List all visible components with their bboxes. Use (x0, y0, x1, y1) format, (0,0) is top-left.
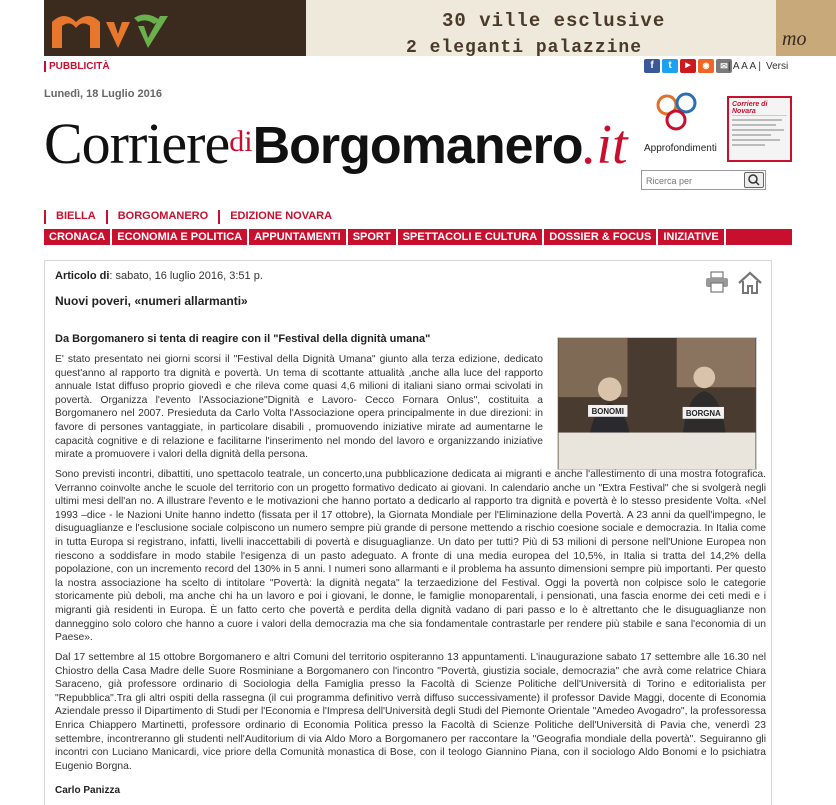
masthead-dot-it: .it (582, 114, 628, 176)
mail-icon[interactable]: ✉ (716, 59, 732, 73)
masthead-borgomanero: Borgomanero (252, 117, 583, 175)
section-nav (44, 229, 792, 245)
article-tools (705, 271, 763, 295)
nav-dossier-focus[interactable]: DOSSIER & FOCUS (544, 229, 658, 245)
nav-economia-politica[interactable]: ECONOMIA E POLITICA (112, 229, 249, 245)
nav-edizione-novara[interactable]: EDIZIONE NOVARA (218, 210, 342, 224)
photo-tag-borgna: BORGNA (685, 408, 721, 418)
ad-logo-icon (50, 8, 170, 52)
newspaper-thumbnail[interactable] (727, 96, 792, 162)
article-paragraph: E' stato presentato nei giorni scorsi il "Festival della Dignità Umana" giunto alla terza edizione, dedicato quest'anno al rapporto tra dignità e povertà. Un tema di scottante attualità ,anche alla luce del rapporto annuale Istat diffuso proprio giovedì e che rileva come quasi 4,6 milioni di italiani siano ormai scivolati in povertà. Organizza l'evento l'Associazione"Dignità e Lavoro- Cecco Fornara Onlus", costituita a Borgomanero nel 2007. Presieduta da Carlo Volta l'Associazione opera principalmente in due direzioni: in favore di persones vantaggiate, in particolare disabili , promuovendo iniziative mirate ad aumentarne le capacità cognitive e di relazione e facilitarne l'inserimento nel mondo del lavoro e organizzando iniziative mirate a promuovere i valori della dignità della persona. (55, 354, 543, 461)
nav-cronaca[interactable]: CRONACA (44, 229, 112, 245)
nav-iniziative[interactable]: INIZIATIVE (658, 229, 725, 245)
ad-corner-text: mo (782, 28, 807, 50)
nav-appuntamenti[interactable]: APPUNTAMENTI (249, 229, 348, 245)
search-button[interactable] (744, 172, 764, 188)
ad-text-panel (306, 0, 776, 56)
article-photo[interactable] (557, 337, 757, 470)
search-icon (745, 173, 763, 187)
approfondimenti-bubble-icon[interactable] (656, 92, 698, 132)
nav-sport[interactable]: SPORT (348, 229, 398, 245)
facebook-icon[interactable]: f (644, 59, 660, 73)
nav-spettacoli-cultura[interactable]: SPETTACOLI E CULTURA (398, 229, 545, 245)
home-icon[interactable] (737, 271, 763, 295)
nav-borgomanero[interactable]: BORGOMANERO (106, 210, 218, 224)
rss-icon[interactable]: ◉ (698, 59, 714, 73)
article-meta-date: : sabato, 16 luglio 2016, 3:51 p. (109, 270, 263, 282)
article-paragraph: Sono previsti incontri, dibattiti, uno spettacolo teatrale, un concerto,una pubblicazione dedicata ai migranti e anche l'allestimento di una mostra fotografica. Verranno coinvolte anche le scuole del territorio con un progetto formativo dedicato ai giovani. In calendario anche un "Extra Festival" che si svolgerà negli ultimi mesi dell'an no. A illustrare l'evento e le motivazioni che hanno portato a dedicarlo al rapporto tra dignità e povertà è lo stesso presidente Volta. «Nel 1993 –dice - le Nazioni Unite hanno indetto (fissata per il 17 ottobre), la Giornata Mondiale per l'Eliminazione della Povertà. A 23 anni da quell'impegno, le disuguaglianze e l'esclusione sociale colpiscono un numero sempre più grande di persone mettendo a rischio coesione sociale e democrazia. In Italia come in tutta Europa si registrano, infatti, livelli inaccettabili di povertà e disuguaglianze. Un dato per tutti? Più di 53 milioni di persone nell'Unione Europea non riescono a soddisfare in modo stabile l'esigenza di un pasto adeguato. A fronte di una media europea del 10,5%, in Italia si tratta del 14,2% della popolazione, con un incremento record del 130% in 5 anni. I numeri sono allarmanti e il problema ha assunto dimensioni sempre più importanti. Per questo la nostra associazione ha scelto di intitolare "Povertà: la dignità negata" la terzaedizione del Festival. Oggi la povertà non colpisce solo le categorie storicamente più deboli, ma anche chi ha un lavoro e poi i giovani, le donne, le famiglie monoparentali, i pensionati, una fascia enorme dei ceti medi e i migranti già residenti in Europa. È un fatto certo che povertà e perdita della dignità vadano di pari passo e lo è altrettanto che le disuguaglianze non danneggino solo coloro che hanno a cuore i valori della democrazia ma che sia fondamentale contrastarle per rendere più stabile e sana l'economia di un Paese». (55, 469, 766, 644)
versions-link[interactable]: Versi (766, 61, 789, 72)
article-subtitle: Da Borgomanero si tenta di reagire con il "Festival della dignità umana" (55, 333, 431, 345)
article-author: Carlo Panizza (55, 785, 121, 796)
approfondimenti-label[interactable]: Approfondimenti (644, 143, 717, 154)
newspaper-thumbnail-header: Corriere di Novara (732, 101, 787, 116)
twitter-icon[interactable]: t (662, 59, 678, 73)
social-icons (644, 59, 732, 73)
ad-line-2: 2 eleganti palazzine (406, 38, 643, 58)
article-paragraph: Dal 17 settembre al 15 ottobre Borgomanero e altri Comuni del territorio ospiteranno 13 appuntamenti. L'inaugurazione sabato 17 settembre alle 16.30 nel Chiostro della Casa Madre delle Suore Rosminiane a Borgomanero con l'incontro "Povertà, giustizia sociale, democrazia" che avrà come relatrice Chiara Saraceno, già professore ordinario di Sociologia della Famiglia presso la Facoltà di Scienze Politiche dell'Università di Torino e editorialista per "Repubblica".Tra gli altri ospiti della rassegna (il cui programma definitivo verrà diffuso successivamente) il professor Davide Maggi, docente di Economia Aziendale presso il Dipartimento di Studi per l'Economia e l'Impresa dell'Università degli Studi del Piemonte Orientale "Amedeo Avogadro", la professoressa Enrica Chiappero Martinetti, professore ordinario di Economia Politica presso la Facoltà di Scienze Politiche dell'Università di Pavia che, venerdì 23 settembre, incontreranno gli studenti nell'Auditorium di via Aldo Moro a Borgomanero per raccontare la "Geografia mondiale della povertà". Seguiranno gli incontri con Luciano Manicardi, vice priore della Comunità monastica di Bose, con il teologo Giannino Piana, con il sociologo Aldo Bonomi e lo psichiatra Eugenio Borgna. (55, 652, 766, 772)
article-title: Nuovi poveri, «numeri allarmanti» (55, 294, 248, 308)
youtube-icon[interactable]: ▶ (680, 59, 696, 73)
font-size-controls[interactable]: | A A A | (728, 61, 762, 72)
photo-tag-bonomi: BONOMI (591, 406, 624, 416)
article-meta-label: Articolo di (55, 270, 110, 282)
ad-corner (776, 0, 836, 56)
current-date: Lunedì, 18 Luglio 2016 (44, 88, 162, 100)
masthead-logo[interactable] (44, 110, 628, 180)
article-box (44, 260, 772, 805)
masthead-corriere: Corriere (44, 111, 230, 176)
google-search-box (641, 170, 766, 190)
search-input[interactable] (646, 173, 742, 188)
print-icon[interactable] (705, 271, 729, 293)
nav-biella[interactable]: BIELLA (44, 210, 106, 224)
pubblicita-label: PUBBLICITÀ (44, 61, 110, 72)
masthead-di: di (229, 125, 253, 158)
edition-nav (44, 210, 342, 224)
top-ad-banner[interactable] (44, 0, 807, 58)
ad-line-1: 30 ville esclusive (442, 10, 666, 32)
utility-bar (44, 58, 792, 76)
article-meta (55, 270, 263, 282)
